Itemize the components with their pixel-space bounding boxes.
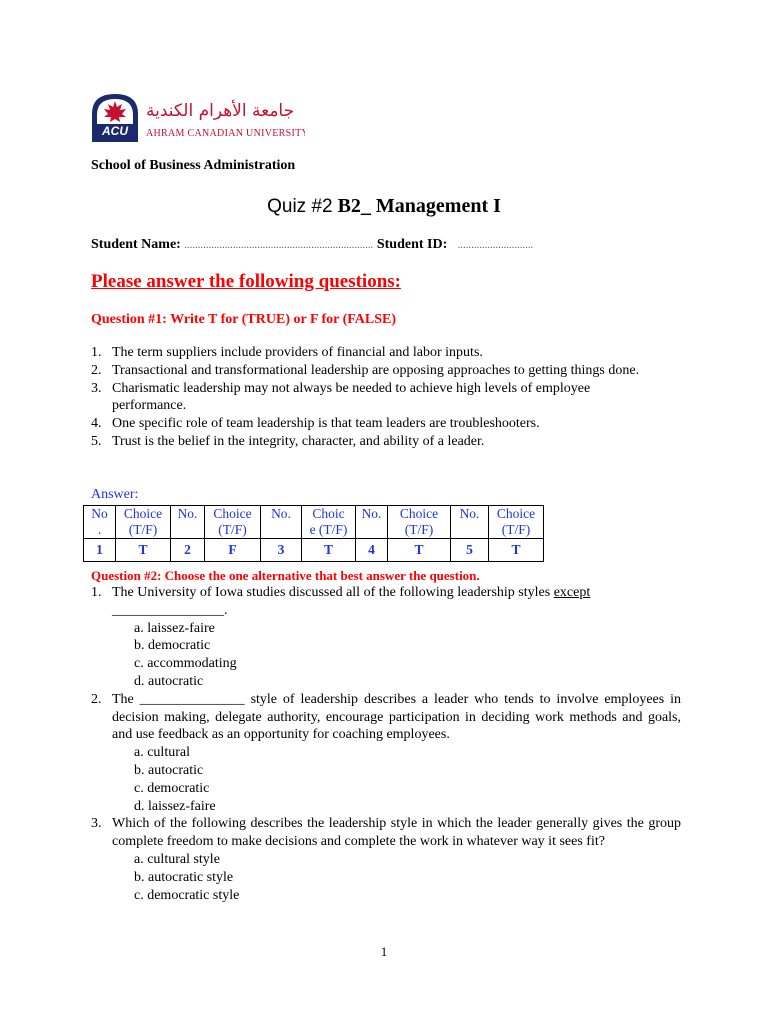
svg-text:جامعة الأهرام الكندية: جامعة الأهرام الكندية	[146, 101, 295, 121]
option-item[interactable]: c. democratic	[134, 780, 210, 796]
quiz-number: Quiz #2	[267, 196, 333, 217]
table-header-row	[84, 506, 544, 539]
table-header-cell: No.	[451, 506, 489, 539]
list-item: 1. The term suppliers include providers of financial and labor inputs.	[91, 345, 483, 360]
list-item: 2. Transactional and transformational leadership are opposing approaches to getting things done.	[91, 362, 640, 378]
answer-blank: ________________.	[112, 602, 228, 618]
options-list	[112, 851, 681, 904]
list-item: 2. The _______________ style of leadership describes a leader who tends to involve employees in decision making, delegate authority, encourage participation in deciding work methods and goals, and use feedback as an opportunity for coaching employees. a. cultural b. autocratic c. democratic d. laissez-faire	[91, 691, 681, 814]
question-2-heading: Question #2: Choose the one alternative that best answer the question.	[91, 568, 480, 583]
acu-logo-icon	[90, 92, 305, 144]
svg-text:ACU: ACU	[102, 124, 128, 138]
university-logo	[90, 92, 305, 144]
page-number: 1	[380, 944, 388, 959]
table-header-cell: Choice (T/F)	[116, 506, 171, 539]
table-cell: 1	[84, 539, 116, 562]
table-cell: 4	[356, 539, 388, 562]
answer-table	[83, 505, 544, 562]
except-word: except	[553, 585, 591, 600]
option-item[interactable]: d. laissez-faire	[134, 798, 216, 814]
options-list	[112, 620, 681, 691]
table-row	[84, 539, 544, 562]
table-cell: 3	[261, 539, 302, 562]
svg-text:AHRAM CANADIAN UNIVERSITY: AHRAM CANADIAN UNIVERSITY	[146, 128, 305, 139]
quiz-title	[0, 195, 768, 218]
question-1-heading: Question #1: Write T for (TRUE) or F for (FALSE)	[91, 312, 397, 327]
table-header-cell: Choice (T/F)	[388, 506, 451, 539]
option-item[interactable]: a. cultural style	[134, 851, 220, 867]
list-item: 4. One specific role of team leadership is that team leaders are troubleshooters.	[91, 416, 540, 432]
table-header-cell: Choice (T/F)	[489, 506, 544, 539]
answer-label: Answer:	[91, 487, 139, 502]
course-name: B2_ Management I	[337, 195, 501, 217]
school-name: School of Business Administration	[91, 158, 296, 173]
table-header-cell: No.	[171, 506, 205, 539]
option-item[interactable]: d. autocratic	[134, 673, 204, 689]
student-name-field[interactable]: ......................................................................	[184, 240, 374, 251]
student-id-field[interactable]: ............................	[457, 240, 534, 251]
option-item[interactable]: a. laissez-faire	[134, 620, 215, 636]
options-list	[112, 744, 681, 815]
option-item[interactable]: b. autocratic	[134, 762, 204, 778]
option-item[interactable]: c. accommodating	[134, 656, 237, 672]
table-cell: T	[116, 539, 171, 562]
table-header-cell: No .	[84, 506, 116, 539]
option-item[interactable]: b. autocratic style	[134, 869, 234, 885]
table-header-cell: No.	[356, 506, 388, 539]
option-item[interactable]: b. democratic	[134, 638, 211, 654]
table-cell: T	[489, 539, 544, 562]
option-item[interactable]: c. democratic style	[134, 887, 240, 903]
table-header-cell: No.	[261, 506, 302, 539]
question-2-list	[91, 584, 681, 904]
question-1-list	[91, 344, 661, 451]
table-cell: 2	[171, 539, 205, 562]
table-cell: 5	[451, 539, 489, 562]
list-item: 3. Which of the following describes the leadership style in which the leader generally gives the group complete freedom to make decisions and complete the work in whatever way it sees fit? a. cultural style b. autocratic style c. democratic style	[91, 816, 681, 903]
list-item: 5. Trust is the belief in the integrity, character, and ability of a leader.	[91, 433, 485, 449]
student-id-label: Student ID:	[376, 237, 448, 252]
table-header-cell: Choice (T/F)	[205, 506, 261, 539]
table-header-cell: Choic e (T/F)	[302, 506, 356, 539]
list-item: 1. The University of Iowa studies discussed all of the following leadership styles except ________________. a. laissez-faire b. democratic c. accommodating d. autocratic	[91, 584, 681, 691]
student-name-label: Student Name:	[91, 237, 181, 252]
instructions-heading: Please answer the following questions:	[91, 271, 401, 292]
student-info-line	[91, 237, 533, 253]
list-item: 3. Charismatic leadership may not always be needed to achieve high levels of employee performance.	[91, 380, 591, 414]
table-cell: F	[205, 539, 261, 562]
table-cell: T	[302, 539, 356, 562]
option-item[interactable]: a. cultural	[134, 745, 190, 761]
table-cell: T	[388, 539, 451, 562]
